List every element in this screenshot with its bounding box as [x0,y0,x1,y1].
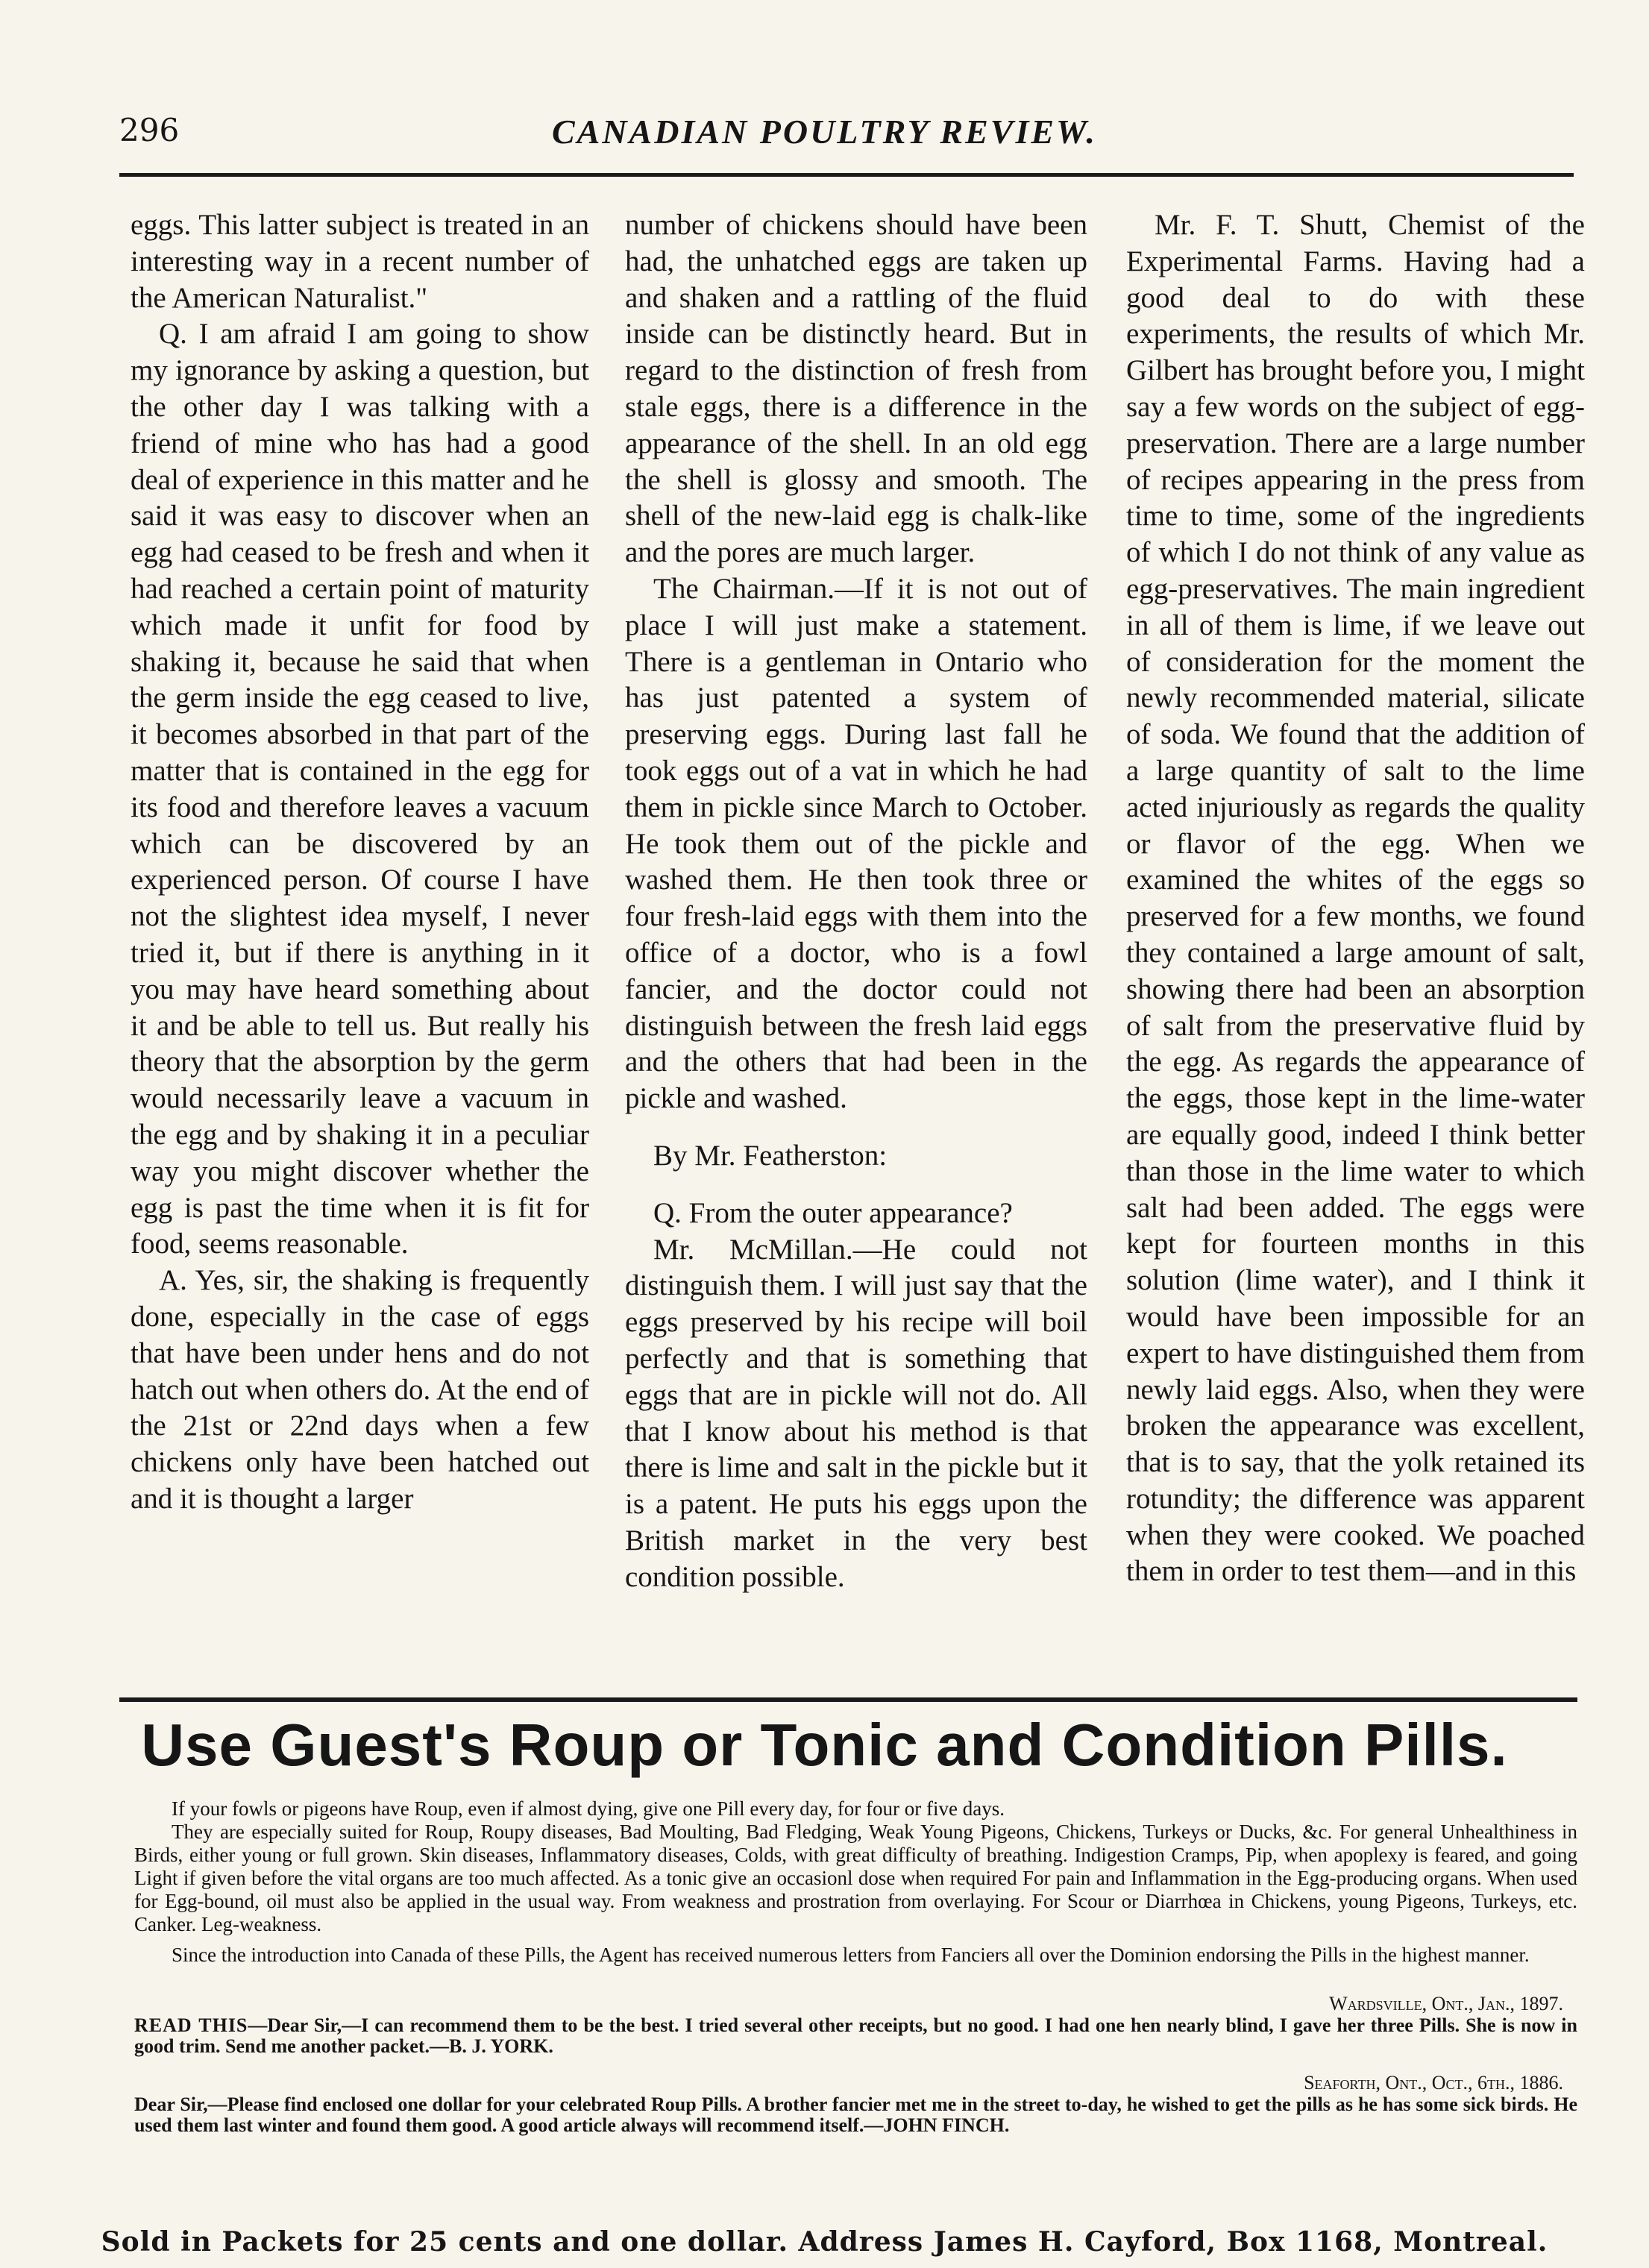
advertisement-paragraph: If your fowls or pigeons have Roup, even if almost dying, give one Pill every day, for four or five days. [172,1797,1005,1820]
column-1-paragraph: A. Yes, sir, the shaking is frequently done, especially in the case of eggs that have been under hens and do not hatch out when others do. At the end of the 21st or 22nd days when a few chickens only have been hatched out and it is thought a larger [131,1264,589,1515]
column-2 [625,207,1087,1662]
testimonial-1-lead: READ THIS [134,2014,248,2036]
running-title: CANADIAN POULTRY REVIEW. [551,113,1098,151]
column-1 [131,207,589,1662]
column-2-paragraph: Q. From the outer appearance? [653,1196,1013,1229]
testimonial-2 [134,2094,1577,2136]
header-rule [119,173,1574,177]
testimonial-1-text: —Dear Sir,—I can recommend them to be the best. I tried several other receipts, but no good. I had one hen nearly blind, I gave her three Pills. She is now in good trim. Send me another packet.—B. J. YORK. [134,2014,1577,2057]
column-2-paragraph: number of chickens should have been had, the unhatched eggs are taken up and shaken and a rattling of the fluid inside can be distinctly heard. But in regard to the distinction of fresh from stale eggs, there is a difference in the appearance of the shell. In an old egg the shell is glossy and smooth. The shell of the new-laid egg is chalk-like and the pores are much larger. [625,209,1087,569]
testimonial-2-place: Seaforth, Ont., Oct., 6th., 1886. [1304,2072,1563,2093]
advertisement-paragraph: They are especially suited for Roup, Roupy diseases, Bad Moulting, Bad Fledging, Weak Young Pigeons, Chickens, Turkeys or Ducks, &c. For general Unhealthiness in Birds, either young or full grown. Skin diseases, Inflammatory diseases, Colds, with great difficulty of breathing. Indigestion Cramps, Pip, when apoplexy is feared, and going Light if given before the vital organs are too much affected. As a tonic give an occasionl dose when required For pain and Inflammation in the Egg-producing organs. When used for Egg-bound, oil must also be applied in the usual way. From weakness and prostration from overlaying. For Scour or Diarrhœa in Chickens, young Pigeons, Turkeys, etc. Canker. Leg-weakness. [134,1821,1577,1935]
column-3-paragraph: Mr. F. T. Shutt, Chemist of the Experimental Farms. Having had a good deal to do with these experiments, the results of which Mr. Gilbert has brought before you, I might say a few words on the subject of egg-preservation. There are a large number of recipes appearing in the press from time to time, some of the ingredients of which I do not think of any value as egg-preservatives. The main ingredient in all of them is lime, if we leave out of consideration for the moment the newly recommended material, silicate of soda. We found that the addition of a large quantity of salt to the lime acted injuriously as regards the quality or flavor of the egg. When we examined the whites of the eggs so preserved for a few months, we found they contained a large amount of salt, showing there had been an absorption of salt from the preservative fluid by the egg. As regards the appearance of the eggs, those kept in the lime-water are equally good, indeed I think better than those in the lime water to which salt had been added. The eggs were kept for fourteen months in this solution (lime water), and I think it would have been impossible for an expert to have distinguished them from newly laid eggs. Also, when they were broken the appearance was excellent, that is to say, that the yolk retained its rotundity; the difference was apparent when they were cooked. We poached them in order to test them—and in this [1126,209,1585,1588]
column-1-paragraph: Q. I am afraid I am going to show my ignorance by asking a question, but the other day I was talking with a friend of mine who has had a good deal of experience in this matter and he said it was easy to discover when an egg had ceased to be fresh and when it had reached a certain point of maturity which made it unfit for food by shaking it, because he said that when the germ inside the egg ceased to live, it becomes absorbed in that part of the matter that is contained in the egg for its food and therefore leaves a vacuum which can be discovered by an experienced person. Of course I have not the slightest idea myself, I never tried it, but if there is anything in it you may have heard something about it and be able to tell us. But really his theory that the absorption by the germ would necessarily leave a vacuum in the egg and by shaking it in a peculiar way you might discover whether the egg is past the time when it is fit for food, seems reasonable. [131,318,589,1260]
column-2-subhead: By Mr. Featherston: [653,1139,888,1172]
advertisement-headline: Use Guest's Roup or Tonic and Condition Pills. [141,1712,1508,1778]
testimonial-2-text: Dear Sir,—Please find enclosed one dollar for your celebrated Roup Pills. A brother fancier met me in the street to-day, he wished to get the pills as he has some sick birds. He used them last winter and found them good. A good article always will recommend itself.—JOHN FINCH. [134,2093,1577,2136]
advertisement-paragraph: Since the introduction into Canada of these Pills, the Agent has received numerous letters from Fanciers all over the Dominion endorsing the Pills in the highest manner. [172,1944,1530,1966]
column-1-paragraph: eggs. This latter subject is treated in an interesting way in a recent number of the American Naturalist." [131,209,589,314]
testimonial-1-place: Wardsville, Ont., Jan., 1897. [1329,1993,1563,2014]
column-2-paragraph: Mr. McMillan.—He could not distinguish them. I will just say that the eggs preserved by his recipe will boil perfectly and that is something that eggs that are in pickle will not do. All that I know about his method is that there is lime and salt in the pickle but it is a patent. He puts his eggs upon the British market in the very best condition possible. [625,1233,1087,1593]
column-3 [1126,207,1585,1662]
page-number: 296 [119,112,180,148]
testimonial-1 [134,2015,1577,2057]
column-2-paragraph: The Chairman.—If it is not out of place I will just make a statement. There is a gentleman in Ontario who has just patented a system of preserving eggs. During last fall he took eggs out of a vat in which he had them in pickle since March to October. He took them out of the pickle and washed them. He then took three or four fresh-laid eggs with them into the office of a doctor, who is a fowl fancier, and the doctor could not distinguish between the fresh laid eggs and the others that had been in the pickle and washed. [625,572,1087,1115]
advertisement-footer: Sold in Packets for 25 cents and one dollar. Address James H. Cayford, Box 1168, Montreal. [101,2226,1548,2258]
advertisement-rule [119,1697,1577,1702]
advertisement-body [134,1797,1577,1967]
